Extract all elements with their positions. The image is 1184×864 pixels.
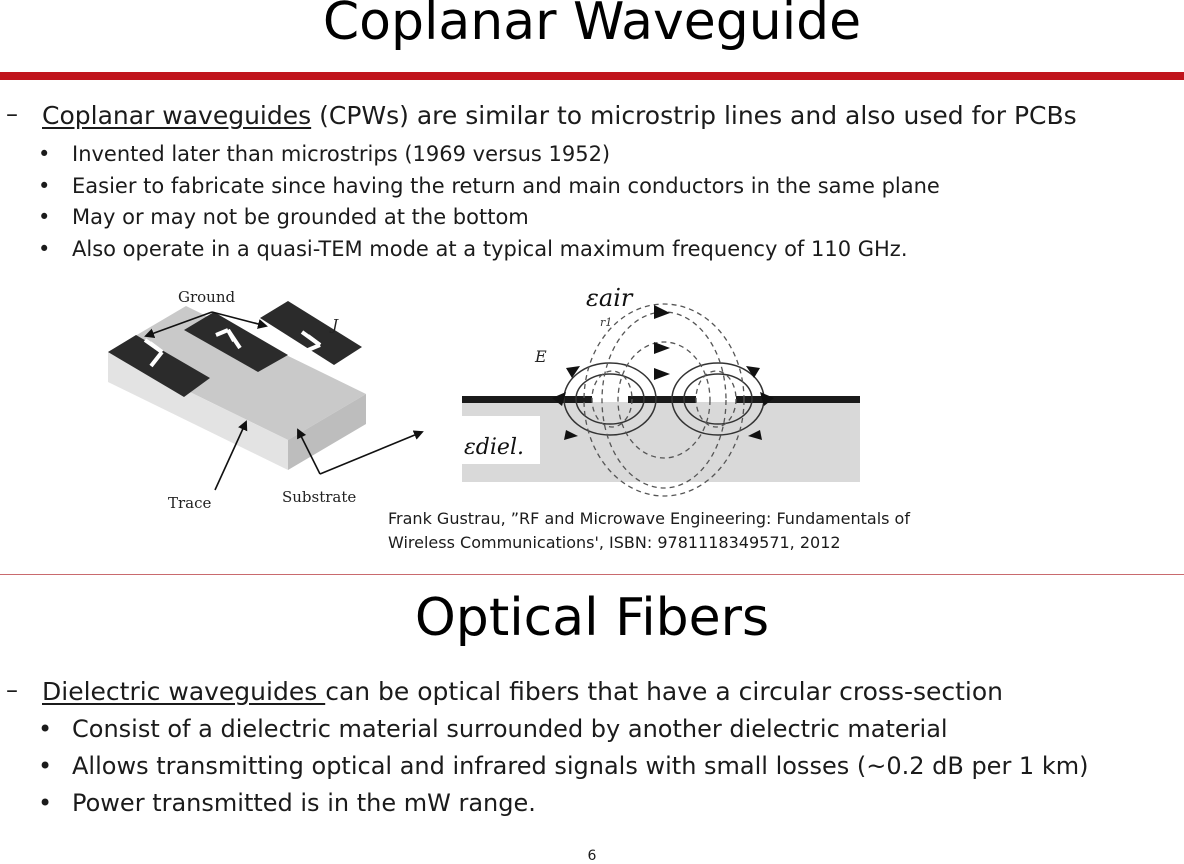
intro-dash: – <box>6 676 18 704</box>
intro-rest: can be optical fibers that have a circular cross-section <box>325 677 1004 706</box>
list-item: • Consist of a dielectric material surrounded by another dielectric material <box>38 712 1088 749</box>
citation-line: Frank Gustrau, ”RF and Microwave Engineering: Fundamentals of <box>388 509 910 528</box>
current-density-label: J <box>332 316 339 334</box>
r1-label: r1 <box>600 316 613 329</box>
list-item: • Easier to fabricate since having the return and main conductors in the same plane <box>38 172 940 204</box>
cpw-3d-illustration <box>108 288 422 512</box>
list-item: • Allows transmitting optical and infrared signals with small losses (~0.2 dB per 1 km) <box>38 749 1088 786</box>
intro-line <box>42 677 1003 706</box>
page-number: 6 <box>587 848 597 864</box>
list-item: • Power transmitted is in the mW range. <box>38 786 1088 823</box>
intro-dash: – <box>6 100 18 128</box>
intro-term: Dielectric waveguides <box>42 677 326 706</box>
e-field-label: E <box>535 347 547 366</box>
intro-term: Coplanar waveguides <box>42 101 312 130</box>
intro-rest: (CPWs) are similar to microstrip lines and also used for PCBs <box>311 101 1077 130</box>
section-divider <box>0 574 1184 575</box>
list-item: • Also operate in a quasi-TEM mode at a typical maximum frequency of 110 GHz. <box>38 235 940 267</box>
list-item: • Invented later than microstrips (1969 versus 1952) <box>38 140 940 172</box>
cpw-cross-section <box>462 284 860 496</box>
trace-label: Trace <box>168 494 212 512</box>
eps-diel-label: εdiel. <box>464 435 524 460</box>
ground-label: Ground <box>178 288 236 306</box>
figure-citation <box>388 507 910 555</box>
eps-air-label: εair <box>586 284 633 312</box>
slide-title: Coplanar Waveguide <box>322 0 862 52</box>
substrate-label: Substrate <box>282 488 357 506</box>
fiber-bullet-list <box>38 712 1088 823</box>
list-item: • May or may not be grounded at the bottom <box>38 203 940 235</box>
section-title: Optical Fibers <box>414 588 770 648</box>
citation-line: Wireless Communications', ISBN: 9781118349571, 2012 <box>388 533 841 552</box>
